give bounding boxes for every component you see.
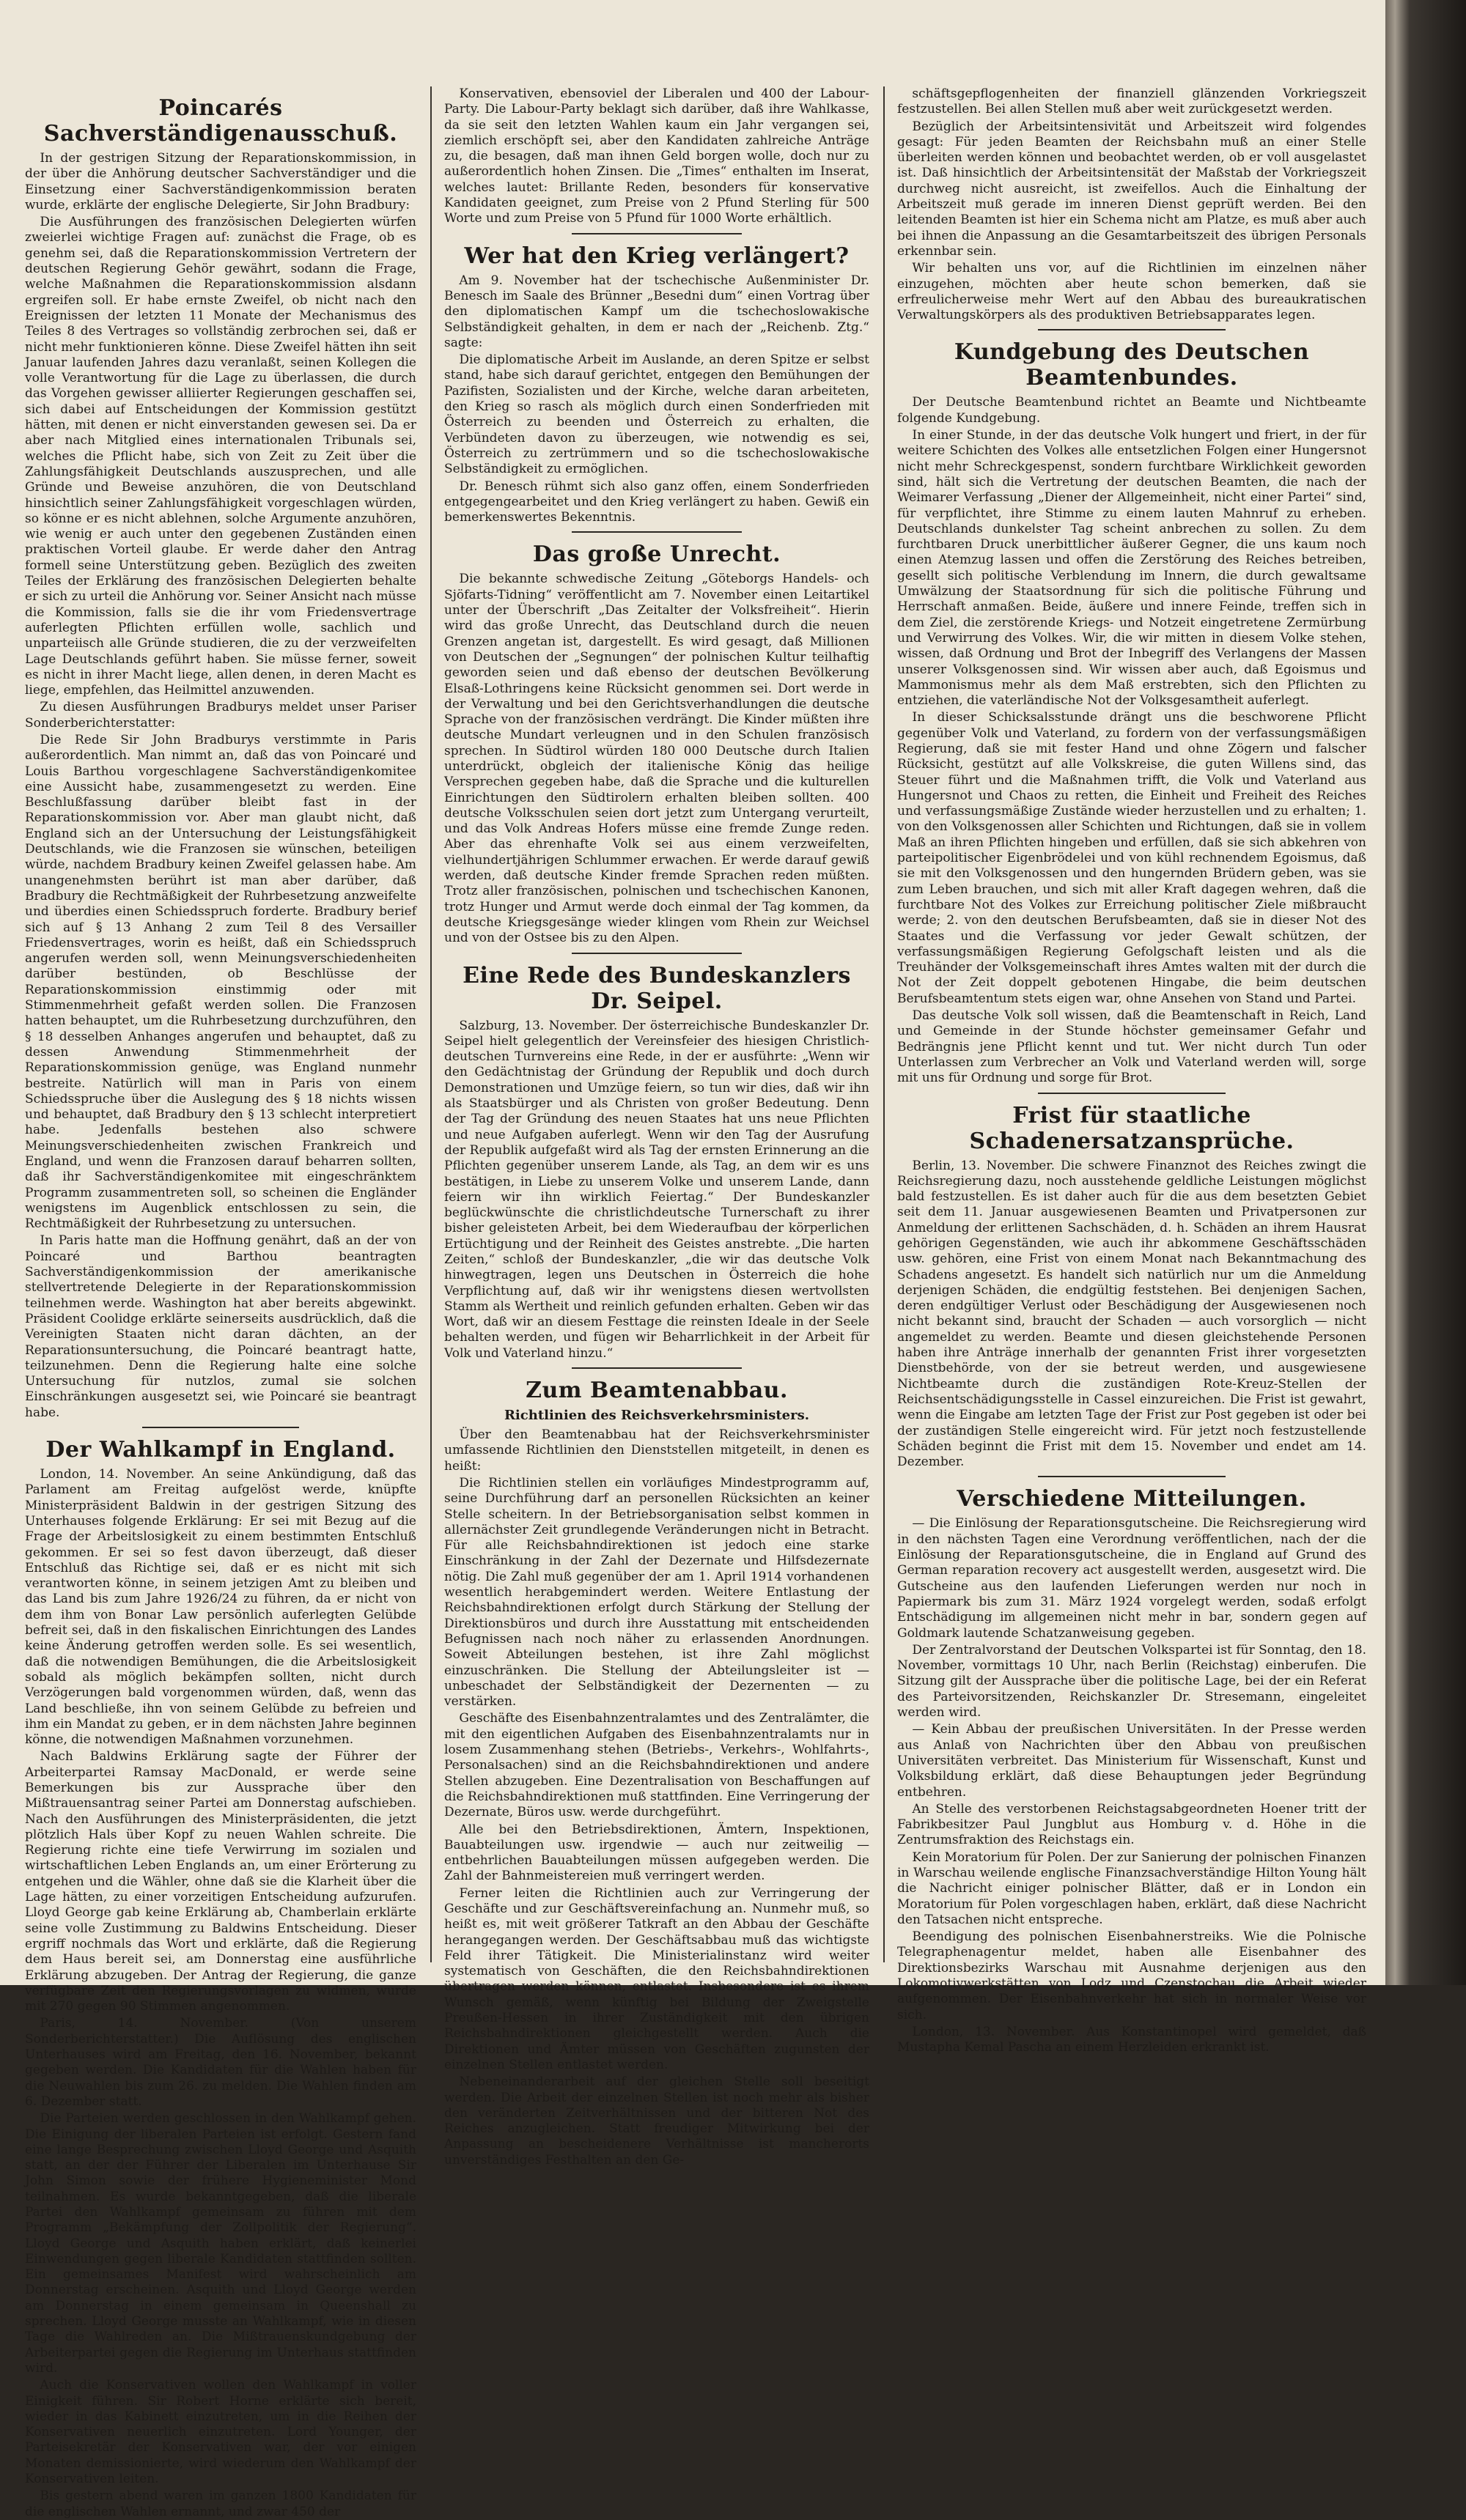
section-divider [1038,1093,1226,1094]
article-paragraph: In Paris hatte man die Hoffnung genährt, daß an der von Poincaré und Barthou beantragten Sachverständigenkommission der amerikanische stellvertretende Delegierte in der Reparationskommission teilnehmen werde. Washington hat aber bereits abgewinkt. Präsident Coolidge erklärte seinerseits ausdrücklich, daß die Vereinigten Staaten nicht daran dächten, an der Reparationsuntersuchung, die Poincaré beantragt hatte, teilzunehmen. Denn die Regierung halte eine solche Untersuchung für nutzlos, zumal sie solchen Einschränkungen ausgesetzt sei, wie Poincaré sie beantragt habe. [25,1233,416,1420]
article-paragraph: London, 13. November. Aus Konstantinopel wird gemeldet, daß Mustapha Kemal Pascha an einem Herzleiden erkrankt ist. [897,2024,1366,2055]
article-title: Wer hat den Krieg verlängert? [464,243,850,269]
article-paragraph: Bezüglich der Arbeitsintensivität und Arbeitszeit wird folgendes gesagt: Für jeden Beamten der Reichsbahn muß an einer Stelle überleiten werden können und beobachtet werden, ob er voll ausgelastet ist. Daß hinsichtlich der Arbeitsintensität der Maßstab der Vorkriegszeit durchweg nicht ausreicht, ist zweifellos. Auch die Einhaltung der Arbeitszeit muß gerade im inneren Dienst geprüft werden. Bei den leitenden Beamten ist hier ein Schema nicht am Platze, es muß aber auch bei ihnen die Anpassung an die Gesamtarbeitszeit des übrigen Personals erkennbar sein. [897,119,1366,259]
article-paragraph: Wir behalten uns vor, auf die Richtlinien im einzelnen näher einzugehen, möchten aber heute schon bemerken, daß sie erfreulicherweise mehr Wert auf den Abbau des bureaukratischen Verwaltungskörpers als des produktiven Betriebsapparates legen. [897,261,1366,323]
article-paragraph: Die Rede Sir John Bradburys verstimmte in Paris außerordentlich. Man nimmt an, daß das von Poincaré und Louis Barthou vorgeschlagene Sachverständigenkomitee eine Aussicht habe, zusammengesetzt zu werden. Eine Beschlußfassung darüber bleibt fast in der Reparationskommission vor. Aber man glaubt nicht, daß England sich an der Untersuchung der Leistungsfähigkeit Deutschlands, wie die Franzosen sie wünschen, beteiligen würde, nachdem Bradbury keinen Zweifel gelassen habe. Am unangenehmsten berührt ist man aber darüber, daß Bradbury die Rechtmäßigkeit der Ruhrbesetzung anzweifelte und überdies einen Schiedsspruch forderte. Bradbury berief sich auf § 13 Anhang 2 zum Teil 8 des Versailler Friedensvertrages, worin es heißt, daß ein Schiedsspruch angerufen werden soll, wenn Meinungsverschiedenheiten darüber bestünden, ob Beschlüsse der Reparationskommission einstimmig oder mit Stimmenmehrheit gefaßt werden sollen. Die Franzosen hatten behauptet, um die Ruhrbesetzung durchzuführen, den § 18 desselben Anhanges angerufen und behauptet, daß zu dessen Anwendung Stimmenmehrheit der Reparationskommission genüge, was England nunmehr bestreite. Natürlich will man in Paris von einem Schiedsspruche über die Auslegung des § 18 nichts wissen und behauptet, daß Bradbury den § 13 schlecht interpretiert habe. Jedenfalls bestehen also schwere Meinungsverschiedenheiten zwischen Frankreich und England, und wenn die Franzosen darauf beharren sollten, daß ihr Sachverständigenkomitee mit eingeschränktem Programm zusammentreten soll, so scheinen die Engländer wenigstens im Augenblick entschlossen zu sein, die Rechtmäßigkeit der Ruhrbesetzung zu untersuchen. [25,732,416,1232]
section-divider [572,531,742,533]
article-paragraph: Die bekannte schwedische Zeitung „Göteborgs Handels- och Sjöfarts-Tidning“ veröffentlicht am 7. November einen Leitartikel unter der Überschrift „Das Zeitalter der Volksfreiheit“. Hierin wird das große Unrecht, das Deutschland durch die neuen Grenzen angetan ist, dargestellt. Es wird gesagt, daß Millionen von Deutschen der „Segnungen“ der polnischen Kultur teilhaftig geworden seien und daß ebenso der deutschen Bevölkerung Elsaß-Lothringens keine Rücksicht genommen sei. Dort werde in der Verwaltung und bei den Gerichtsverhandlungen die deutsche Sprache von der französischen verdrängt. Die Kinder müßten ihre deutsche Mundart verleugnen und in den Schulen französisch sprechen. In Südtirol würden 180 000 Deutsche durch Italien unterdrückt, obgleich der italienische König das heilige Versprechen gegeben habe, daß die Sprache und die kulturellen Einrichtungen den Südtirolern erhalten bleiben sollten. 400 deutsche Volksschulen seien dort jetzt zum Untergang verurteilt, und das Volk Andreas Hofers müsse eine fremde Zunge reden. Aber das ehrenhafte Volk sei aus einem verzweifelten, vielhundertjährigen Schlummer erwachen. Er werde darauf gewiß werden, daß deutsche Kinder fremde Sprachen reden müßten. Trotz aller französischen, polnischen und tschechischen Kanonen, trotz Hunger und Armut werde doch einmal der Tag kommen, da deutsche Kriegsgesänge wieder klingen vom Rhein zur Weichsel und von der Ostsee bis zu den Alpen. [444,572,869,946]
article-paragraph: Die Richtlinien stellen ein vorläufiges Mindestprogramm auf, seine Durchführung darf an personellen Rücksichten an keiner Stelle scheitern. In der Betriebsorganisation selbst kommen in allernächster Zeit grundlegende Veränderungen nicht in Betracht. Für alle Reichsbahndirektionen ist jedoch eine starke Einschränkung in der Zahl der Dezernate und Hilfsdezernate nötig. Die Zahl muß gegenüber der am 1. April 1914 vorhandenen wesentlich herabgemindert werden. Weitere Entlastung der Reichsbahndirektionen erfolgt durch Stärkung der Stellung der Direktionsbüros und durch ihre Ausstattung mit entscheidenden Befugnissen nach noch näher zu erlassenden Anordnungen. Soweit Abteilungen bestehen, ist ihre Zahl möglichst einzuschränken. Die Stellung der Abteilungsleiter ist — unbeschadet der Selbständigkeit der Dezernenten — zu verstärken. [444,1475,869,1710]
article-paragraph: Ferner leiten die Richtlinien auch zur Verringerung der Geschäfte und zur Geschäftsvereinfachung an. Nunmehr muß, so heißt es, mit weit größerer Tatkraft an den Abbau der Geschäfte herangegangen werden. Der Geschäftsabbau muß das wichtigste Feld ihrer Tätigkeit. Die Ministerialinstanz wird weiter systematisch von Geschäften, die den Reichsbahndirektionen übertragen werden können, entlastet. Insbesondere ist es ihrem Wunsch gemäß, wenn künftig bei Bildung der Zweigstelle Preußen-Hessen in ihrer Zuständigkeit mit den übrigen Reichsbahndirektionen gleichgestellt werden. Auch die Direktionen und Ämter müssen von Geschäften zugunsten der einzelnen Stellen entlastet werden. [444,1885,869,2072]
article-paragraph: In der gestrigen Sitzung der Reparationskommission, in der über die Anhörung deutscher Sachverständiger und die Einsetzung einer Sachverständigenkommission beraten wurde, erklärte der englische Delegierte, Sir John Bradbury: [25,151,416,213]
article-paragraph: Zu diesen Ausführungen Bradburys meldet unser Pariser Sonderberichterstatter: [25,700,416,731]
article-paragraph: Berlin, 13. November. Die schwere Finanznot des Reiches zwingt die Reichsregierung dazu, noch ausstehende geldliche Leistungen möglichst bald festzustellen. Es ist daher auch für die aus dem besetzten Gebiet seit dem 11. Januar ausgewiesenen Beamten und Privatpersonen zur Anmeldung der erlittenen Sachschäden, d. h. Schäden an ihrem Hausrat gehörigen Gegenständen, wie auch ihr abkommene Geschäftsschäden usw. gehören, eine Frist von einem Monat nach Bekanntmachung des Schadens angesetzt. Es handelt sich natürlich nur um die Anmeldung derjenigen Schäden, die endgültig feststehen. Bei denjenigen Sachen, deren endgültiger Verlust oder Beschädigung der Ausgewiesenen noch nicht bekannt sind, braucht der Schaden — auch vorsorglich — nicht angemeldet zu werden. Beamte und diesen gleichstehende Personen haben ihre Anträge innerhalb der genannten Frist ihrer vorgesetzten Dienstbehörde, von der sie betreut werden, und ausgewiesene Nichtbeamte durch die zuständigen Rote-Kreuz-Stellen der Reichsentschädigungsstelle in Cassel einzureichen. Die Frist ist gewahrt, wenn die Eingabe am letzten Tage der Frist zur Post gegeben ist oder bei der zuständigen Stelle eingereicht wird. Für jetzt noch festzustellende Schäden beginnt die Frist mit dem 15. November und endet am 14. Dezember. [897,1158,1366,1470]
article-title: Der Wahlkampf in England. [45,1437,396,1463]
article-paragraph: — Kein Abbau der preußischen Universitäten. In der Presse werden aus Anlaß von Nachrichten über den Abbau von preußischen Universitäten verbreitet. Das Ministerium für Wissenschaft, Kunst und Volksbildung erklärt, daß diese Behauptungen jeder Begründung entbehren. [897,1722,1366,1800]
section-divider [572,1367,742,1369]
book-binding-edge [1385,0,1466,1985]
column-2 [432,86,881,2168]
section-divider [572,953,742,954]
article-paragraph: Über den Beamtenabbau hat der Reichsverkehrsminister umfassende Richtlinien den Dienststellen mitgeteilt, in denen es heißt: [444,1427,869,1474]
column-3 [885,86,1378,2055]
article-paragraph: In dieser Schicksalsstunde drängt uns die beschworene Pflicht gegenüber Volk und Vaterland, zu fordern von der verfassungsmäßigen Regierung, daß sie mit fester Hand und ohne Zögern und falscher Rücksicht, gestützt auf alle Volkskreise, die guten Willens sind, das Steuer führt und die Maßnahmen trifft, die Volk und Vaterland aus Hungersnot und Chaos zu retten, die Einheit und Freiheit des Reiches und verfassungsmäßige Zustände wieder herzustellen und zu erhalten; 1. von den Volksgenossen aller Schichten und Richtungen, daß sie in vollem Maß an ihren Pflichten hingeben und erfüllen, daß sie sich abkehren von parteipolitischer Eigenbrödelei und von kühl rechnendem Egoismus, daß sie mit den Volksgenossen und den hungernden Brüdern geben, was sie zum Leben brauchen, und sich mit aller Kraft dagegen wehren, daß die furchtbare Not des Volkes zur Erreichung politischer Ziele mißbraucht werde; 2. von den deutschen Berufsbeamten, daß sie in dieser Not des Staates und die Verfassung vor jeder Gewalt schützen, der verfassungsmäßigen Regierung Gefolgschaft leisten und als die Treuhänder der Volksgemeinschaft ihres Amtes walten mit der durch die Not der Zeit doppelt gebotenen Hingabe, die beim deutschen Berufsbeamtentum stets eigen war, ohne Ansehen von Stand und Partei. [897,710,1366,1006]
section-divider [1038,329,1226,330]
article-paragraph: Nebeneinanderarbeit auf der gleichen Stelle soll beseitigt werden. Die Arbeit der einzelnen Stellen ist noch mehr als bisher den veränderten Zeitverhältnissen und der bitteren Not des Reiches anzugleichen. Statt freudiger Mitwirkung bei der Anpassung an bescheidenere Verhältnisse ist mancherorts unverständiges Festhalten an den Ge- [444,2074,869,2168]
article-paragraph: — Die Einlösung der Reparationsgutscheine. Die Reichsregierung wird in den nächsten Tagen eine Verordnung veröffentlichen, nach der die Einlösung der Reparationsgutscheine, die in England auf Grund des German reparation recovery act ausgestellt werden, ausgesetzt wird. Die Gutscheine aus den laufenden Lieferungen werden nur noch in Papiermark bis zum 31. März 1924 vorgelegt werden, sodaß erfolgt Entschädigung im allgemeinen nicht mehr in bar, sondern gegen auf Goldmark lautende Schatzanweisung gegeben. [897,1516,1366,1641]
article-paragraph: Die Ausführungen des französischen Delegierten würfen zweierlei wichtige Fragen auf: zunächst die Frage, ob es genehm sei, daß die Reparationskommission Vertretern der deutschen Regierung Gehör gewährt, sodann die Frage, welche Maßnahmen die Reparationskommission alsdann ergreifen soll. Er habe ernste Zweifel, ob nicht nach den Ereignissen der letzten 11 Monate der Mechanismus des Teiles 8 des Vertrages so vollständig zerbrochen sei, daß er nicht mehr funktionieren könne. Diese Zweifel hätten ihn seit Januar laufenden Jahres dazu veranlaßt, seinen Kollegen die volle Verantwortung für die Lage zu überlassen, die durch das Vorgehen gewisser alliierter Regierungen geschaffen sei, sich dabei auf Entscheidungen der Kommission gestützt hätten, mit denen er nicht einverstanden gewesen sei. Da er aber nach Mitglied eines internationalen Tribunals sei, welches die Pflicht habe, sich von Zeit zu Zeit über die Zahlungsfähigkeit Deutschlands auszusprechen, und alle Gründe und Beweise anzuhören, die von Deutschland hinsichtlich seiner Zahlungsfähigkeit vorgeschlagen würden, so könne er es nicht ablehnen, solche Argumente anzuhören, wie wenig er auch unter den gegebenen Zuständen einen praktischen Vorteil glaube. Er werde daher den Antrag formell seine Unterstützung geben. Bezüglich des zweiten Teiles der Erklärung des französischen Delegierten behalte er sich zu urteil die Anhörung vor. Seiner Ansicht nach müsse die Kommission, falls sie die ihr vom Friedensvertrage auferlegten Pflichten erfüllen wolle, sachlich und unparteiisch alle Gründe studieren, die zu der verzweifelten Lage Deutschlands geführt haben. Sie müsse ferner, soweit es nicht in ihrer Macht liege, allen denen, in deren Macht es liege, empfehlen, das Heilmittel anzuwenden. [25,215,416,698]
article-paragraph: Auch die Konservativen wollen den Wahlkampf in voller Einigkeit führen. Sir Robert Horne erklärte sich bereit, wieder in das Kabinett einzutreten, um in die Reihen der Konservativen neuerlich einzutreten. Lord Younger, der Parteisekretär der Konservativen war, der vor einigen Monaten demissionierte, wird wiederum den Wahlkampf der Konservativen leiten. [25,2378,416,2487]
article-paragraph: Salzburg, 13. November. Der österreichische Bundeskanzler Dr. Seipel hielt gelegentlich der Vereinsfeier des hiesigen Christlich-deutschen Turnvereins eine Rede, in der er ausführte: „Wenn wir den Gedächtnistag der Gründung der Republik und doch durch Demonstrationen und Umzüge feiern, so tun wir dies, daß wir ihn als Staatsbürger und als Christen von großer Bedeutung. Denn der Tag der Gründung des neuen Staates hat uns neue Pflichten und neue Aufgaben auferlegt. Wenn wir den Tag der Ausrufung der Republik aufgefaßt wird als Tag der ernsten Erinnerung an die Pflichten gegenüber unserem Lande, als Tag, an dem wir es uns bestätigen, in Liebe zu unserem Volke und unserem Lande, dann feiern wir ihn wirklich Feiertag.“ Der Bundeskanzler beglückwünschte die christlichdeutsche Turnerschaft zu ihrer bisher geleisteten Arbeit, bei dem Wiederaufbau der körperlichen Ertüchtigung und der Reinheit des Geistes anstrebte. „Die harten Zeiten,“ schloß der Bundeskanzler, „die wir das deutsche Volk hinwegtragen, legen uns Deutschen in Österreich die hohe Verpflichtung auf, daß wir ihr wenigstens diesen wertvollsten Stamm als Wertheit und reinlich gefunden erhalten. Geben wir das Wort, daß wir an diesem Festtage die reinsten Ideale in der Seele behalten werden, und fügen wir Beharrlichkeit in der Arbeit für Volk und Vaterland hinzu.“ [444,1018,869,1361]
article-title: Kundgebung des Deutschen Beamtenbundes. [954,339,1310,391]
column-1 [13,86,428,2519]
article-paragraph: London, 14. November. An seine Ankündigung, daß das Parlament am Freitag aufgelöst werde, knüpfte Ministerpräsident Baldwin in der gestrigen Sitzung des Unterhauses folgende Erklärung: Er sei mit Bezug auf die Frage der Arbeitslosigkeit zu einem bestimmten Entschluß gekommen. Er sei so fest davon überzeugt, daß dieser Entschluß das Richtige sei, daß er es nicht mit sich verantworten könne, in seinem jetzigen Amt zu bleiben und das Land bis zum Jahre 1926/24 zu führen, da er nicht von dem ihm von Bonar Law persönlich auferlegten Gelübde befreit sei, daß in den fiskalischen Einrichtungen des Landes keine Änderung getroffen werden solle. Es sei wesentlich, daß die notwendigen Bemühungen, die die Arbeitslosigkeit sobald als möglich bekämpfen sollten, nicht durch Verzögerungen bald vorgenommen würden, daß, wenn das Land beschließe, ihn von seinem Gelübde zu befreien und ihm ein Mandat zu geben, er in dem nächsten Jahre beginnen könne, die notwendigen Maßnahmen vorzunehmen. [25,1467,416,1748]
article-paragraph: Nach Baldwins Erklärung sagte der Führer der Arbeiterpartei Ramsay MacDonald, er werde seine Bemerkungen bis zur Aussprache über den Mißtrauensantrag seiner Partei am Donnerstag aufschieben. Nach den Ausführungen des Ministerpräsidenten, die jetzt plötzlich Hals über Kopf zu neuen Wahlen schreite. Die Regierung richte eine tiefe Verwirrung im sozialen und wirtschaftlichen Leben Englands an, um einer Erörterung zu entgehen und die Wähler, ohne daß sie die Klarheit über die Lage hätten, zu einer vorzeitigen Entscheidung aufzurufen. Lloyd George gab keine Erklärung ab, Chamberlain erklärte seine volle Zustimmung zu Baldwins Entscheidung. Dieser ergriff nochmals das Wort und erklärte, daß die Regierung dem Haus bereit sei, am Donnerstag eine ausführliche Erklärung abzugeben. Der Antrag der Regierung, die ganze verfügbare Zeit den Regierungsvorlagen zu widmen, wurde mit 270 gegen 90 Stimmen angenommen. [25,1749,416,2014]
article-paragraph: Das deutsche Volk soll wissen, daß die Beamtenschaft in Reich, Land und Gemeinde in der Stunde höchster gemeinsamer Gefahr und Bedrängnis jene Pflicht kennt und tut. Wer nicht durch Tun oder Unterlassen zum Verbrecher an Volk und Vaterland werden will, sorge mit uns für Ordnung und sorge für Brot. [897,1008,1366,1086]
article-paragraph: schäftsgepflogenheiten der finanziell glänzenden Vorkriegszeit festzustellen. Bei allen Stellen muß aber weit zurückgesetzt werden. [897,86,1366,117]
article-paragraph: Beendigung des polnischen Eisenbahnerstreiks. Wie die Polnische Telegraphenagentur meldet, haben alle Eisenbahner des Direktionsbezirks Warschau mit Ausnahme derjenigen aus den Lokomotivwerkstätten von Lodz und Czenstochau die Arbeit wieder aufgenommen. Der Eisenbahnverkehr hat sich in normaler Weise vor sich. [897,1929,1366,2022]
article-paragraph: Konservativen, ebensoviel der Liberalen und 400 der Labour-Party. Die Labour-Party beklagt sich darüber, daß ihre Wahlkasse, da sie seit den letzten Wahlen kaum ein Jahr vergangen sei, ziemlich erschöpft sei, aber den Kandidaten zahlreiche Anträge zu, die besagen, daß man ihnen Geld borgen wolle, doch nur zu außerordentlich hohen Zinsen. Die „Times“ enthalten im Inserat, welches lautet: Brillante Reden, besonders für konservative Kandidaten geeignet, zum Preise von 2 Pfund Sterling für 500 Worte und zum Preise von 5 Pfund für 1000 Worte erhältlich. [444,86,869,226]
article-subtitle: Richtlinien des Reichsverkehrsministers. [504,1408,810,1424]
section-divider [1038,1476,1226,1477]
article-title: Eine Rede des Bundeskanzlers Dr. Seipel. [463,962,851,1014]
section-divider [572,233,742,234]
article-paragraph: Geschäfte des Eisenbahnzentralamtes und des Zentralämter, die mit den eigentlichen Aufgaben des Eisenbahnzentralamts nur in losem Zusammenhang stehen (Betriebs-, Verkehrs-, Wohlfahrts-, Personalsachen) sind an die Reichsbahndirektionen und andere Stellen abzugeben. Eine Dezentralisation von Beschaffungen auf die Reichsbahndirektionen muß stattfinden. Eine Verringerung der Dezernate, Büros usw. werde durchgeführt. [444,1711,869,1820]
column-rule [430,86,432,1962]
article-paragraph: Der Deutsche Beamtenbund richtet an Beamte und Nichtbeamte folgende Kundgebung. [897,395,1366,426]
article-paragraph: Alle bei den Betriebsdirektionen, Ämtern, Inspektionen, Bauabteilungen usw. irgendwie — auch nur zeitweilig — entbehrlichen Bauabteilungen müssen aufgegeben werden. Die Zahl der Bahnmeistereien muß verringert werden. [444,1822,869,1884]
article-paragraph: An Stelle des verstorbenen Reichstagsabgeordneten Hoener tritt der Fabrikbesitzer Paul Jungblut aus Homburg v. d. Höhe in die Zentrumsfraktion des Reichstags ein. [897,1801,1366,1848]
article-paragraph: Paris, 14. November. (Von unserem Sonderberichterstatter.) Die Auflösung des englischen Unterhauses wird am Freitag, den 16. November, bekannt gegeben werden. Die Kandidaten für die Wahlen haben für die Neuwahlen bis zum 26. zu melden. Die Wahlen finden am 6. Dezember statt. [25,2016,416,2109]
article-title: Verschiedene Mitteilungen. [957,1486,1307,1512]
article-paragraph: Die Parteien werden geschlossen in den Wahlkampf gehen. Die Einigung der liberalen Parteien ist erfolgt. Gestern fand eine lange Besprechung zwischen Lloyd George und Asquith statt, an der der Führer der Liberalen im Unterhause Sir John Simon sowie der frühere Hygieneminister Mond teilnahmen. Es wurde bekanntgegeben, daß die liberale Partei den Wahlkampf gemeinsam zu führen mit dem Programm „Bekämpfung der Zollpolitik der Regierung“. Lloyd George und Asquith haben erklärt, daß keinerlei Einwendungen gegen liberale Kandidaten stattfinden sollten. Ein gemeinsames Manifest wird wahrscheinlich am Donnerstag erscheinen. Asquith und Lloyd George werden am Donnerstag in einem gemeinsam in Queenshall zu sprechen. Lloyd George musste an Wahlkampf, wie in diesen Tage die Wahlreden an. Die Mißtrauenskundgebung der Arbeiterpartei gegen die Regierung im Unterhaus stattfinden wird. [25,2111,416,2376]
article-paragraph: Bis gestern abend waren im ganzen 1800 Kandidaten für die englischen Wahlen ernannt, und zwar 450 der [25,2488,416,2519]
article-paragraph: Die diplomatische Arbeit im Auslande, an deren Spitze er selbst stand, habe sich darauf gerichtet, entgegen den Bemühungen der Pazifisten, Sozialisten und der Kirche, welche daran arbeiteten, den Krieg so rasch als möglich durch einen Sonderfrieden mit Österreich zu beenden und Österreich zu erhalten, die Verbündeten davon zu überzeugen, wie notwendig es sei, Österreich zu zertrümmern und so die tschechoslowakische Selbständigkeit zu ermöglichen. [444,352,869,477]
article-paragraph: Kein Moratorium für Polen. Der zur Sanierung der polnischen Finanzen in Warschau weilende englische Finanzsachverständige Hilton Young hält die Nachricht einiger polnischer Blätter, daß er in London ein Moratorium für Polen vorgeschlagen haben, erklärt, daß diese Nachricht den Tatsachen nicht entspreche. [897,1850,1366,1927]
article-paragraph: Dr. Benesch rühmt sich also ganz offen, einem Sonderfrieden entgegengearbeitet und den Krieg verlängert zu haben. Gewiß ein bemerkenswertes Bekenntnis. [444,478,869,525]
article-title: Poincarés Sachverständigenausschuß. [43,95,398,147]
article-title: Zum Beamtenabbau. [526,1378,788,1404]
article-paragraph: Am 9. November hat der tschechische Außenminister Dr. Benesch im Saale des Brünner „Besedni dum“ einen Vortrag über den diplomatischen Kampf um die tschechoslowakische Selbständigkeit gehalten, in dem er nach der „Reichenb. Ztg.“ sagte: [444,273,869,350]
section-divider [142,1427,299,1428]
column-rule [883,86,885,1962]
article-paragraph: In einer Stunde, in der das deutsche Volk hungert und friert, in der für weitere Schichten des Volkes alle entsetzlichen Folgen einer Hungersnot nicht mehr Schreckgespenst, sondern furchtbare Wirklichkeit geworden sind, hält sich die Vertretung der deutschen Beamten, die nach der Weimarer Verfassung „Diener der Allgemeinheit, nicht einer Partei“ sind, für verpflichtet, ihre Stimme zu einem lauten Mahnruf zu erheben. Deutschlands dunkelster Tag scheint anbrechen zu sollen. Zu dem furchtbaren Druck unerbittlicher äußerer Gegner, die uns kaum noch einen Atemzug lassen und offen die Zerstörung des Reiches betreiben, gesellt sich politische Verblendung im Innern, die durch gewaltsame Umwälzung der Staatsordnung für sich die politische Führung und Herrschaft anmaßen. Beide, äußere und innere Feinde, treffen sich in dem Ziel, die zerstörende Kriegs- und Notzeit eingetretene Zermürbung und Verwirrung des Volkes. Wir, die wir mitten in diesem Volke stehen, wissen, daß Ordnung und Brot der Inbegriff des Verlangens der Massen unserer Volksgenossen sind. Wir wissen aber auch, daß Egoismus und Mammonismus mehr als dem Maß erstrebten, sich den Pflichten zu entziehen, die vaterländische Not der Volksgesamtheit auferlegt. [897,428,1366,709]
article-paragraph: Der Zentralvorstand der Deutschen Volkspartei ist für Sonntag, den 18. November, vormittags 10 Uhr, nach Berlin (Reichstag) einberufen. Die Sitzung gilt der Aussprache über die politische Lage, bei der ein Referat des Parteivorsitzenden, Reichskanzler Dr. Stresemann, eingeleitet werden wird. [897,1642,1366,1721]
article-title: Frist für staatliche Schadenersatzansprüche. [969,1102,1294,1154]
article-title: Das große Unrecht. [532,542,781,568]
